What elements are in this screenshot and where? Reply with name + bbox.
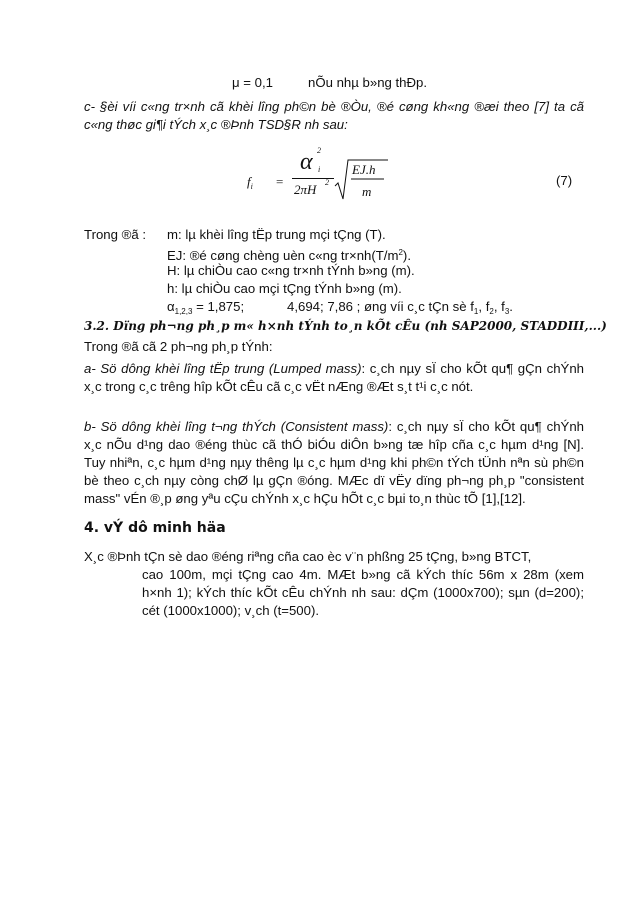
formula-sqrt-denominator: m bbox=[362, 184, 372, 199]
example-first-line: X¸c ®Þnh tÇn sè dao ®éng riªng cña cao èc v¨n phßng 25 tÇng, b»ng BTCT, bbox=[84, 549, 532, 564]
definition-m: m: lµ khèi lîng tËp trung mçi tÇng (T). bbox=[167, 227, 386, 242]
formula-7 bbox=[0, 0, 638, 220]
section-4-heading: 4. vÝ dô minh häa bbox=[84, 520, 226, 536]
definition-alpha-values: 4,694; 7,86 ; øng víi c¸c tÇn sè $f_1$, $f_2$, $f_3$. bbox=[287, 299, 513, 316]
definition-ej: EJ: ®é cøng chèng uèn c«ng $tr\times nh(T/m^2)$. bbox=[167, 248, 411, 263]
formula-sqrt-numerator: EJ.h bbox=[352, 162, 376, 177]
paragraph-b: b- Sö dông khèi lîng t¬ng thÝch (Consistent mass): c¸ch nµy sÏ cho kÕt qu¶ chÝnh x¸c nÕu d¹ng dao ®éng thùc cã thÓ biÓu diÔn b»ng tæ hîp cña c¸c hµm d¹ng [N]. Tuy nhiªn, c¸c hµm d¹ng nµy thêng lµ c¸c hµm d¹ng khi ph©n tÝch tÜnh nªn sù ph©n bè theo c¸ch nµy còng chØ lµ gÇn ®óng. MÆc dï vËy dïng ph¬ng ph¸p "consistent mass" vÉn ®¸p øng yªu cÇu chÝnh x¸c hÇu hÕt c¸c bµi to¸n thùc tÕ [1],[12]. bbox=[84, 419, 584, 506]
formula-number: (7) bbox=[556, 173, 573, 188]
formula-denominator: 2πH bbox=[294, 182, 317, 197]
mu-note: nÕu nhµ b»ng thÐp. bbox=[308, 75, 428, 90]
definition-alpha: $\alpha_{1,2,3} = 1,875$; bbox=[167, 299, 245, 316]
paragraph-a: a- Sö dông khèi lîng tËp trung (Lumped mass): c¸ch nµy sÏ cho kÕt qu¶ gÇn chÝnh x¸c trong c¸c trêng hîp kÕt cÊu cã c¸c vËt nÆng ®Æt s¸t t¹i c¸c nót. bbox=[84, 361, 584, 394]
definitions-intro: Trong ®ã : bbox=[84, 227, 147, 242]
section-3-2-heading: 3.2. Dïng ph¬ng ph¸p m« h×nh tÝnh to¸n kÕt cÊu (nh SAP2000, STADDIII,...) bbox=[84, 319, 607, 333]
formula-alpha: α bbox=[300, 149, 313, 175]
example-body: cao 100m, mçi tÇng cao 4m. MÆt b»ng cã kÝch thíc 56m x 28m (xem h×nh 1); kÝch thíc kÕt cÊu chÝnh nh sau: dÇm (1000x700); sµn (d=200); cét (1000x1000); v¸ch (t=500). bbox=[142, 567, 584, 618]
methods-intro: Trong ®ã cã 2 ph¬ng ph¸p tÝnh: bbox=[84, 339, 273, 354]
definition-h-total: H: lµ chiÒu cao c«ng tr×nh tÝnh b»ng (m). bbox=[167, 263, 415, 278]
formula-lhs: $f_i$ bbox=[247, 174, 253, 191]
paragraph-c: c- §èi víi c«ng tr×nh cã khèi lîng ph©n bè ®Òu, ®é cøng kh«ng ®æi theo [7] ta cã c«ng thøc gi¶i tÝch x¸c ®Þnh TSD§R nh sau: bbox=[84, 99, 584, 132]
definition-h-floor: h: lµ chiÒu cao mçi tÇng tÝnh b»ng (m). bbox=[167, 281, 402, 296]
formula-denominator-sup: 2 bbox=[325, 178, 329, 187]
formula-alpha-sub: i bbox=[318, 165, 321, 174]
formula-equals: = bbox=[276, 174, 284, 189]
formula-alpha-sup: 2 bbox=[317, 146, 321, 155]
mu-value: μ = 0,1 bbox=[232, 75, 273, 90]
